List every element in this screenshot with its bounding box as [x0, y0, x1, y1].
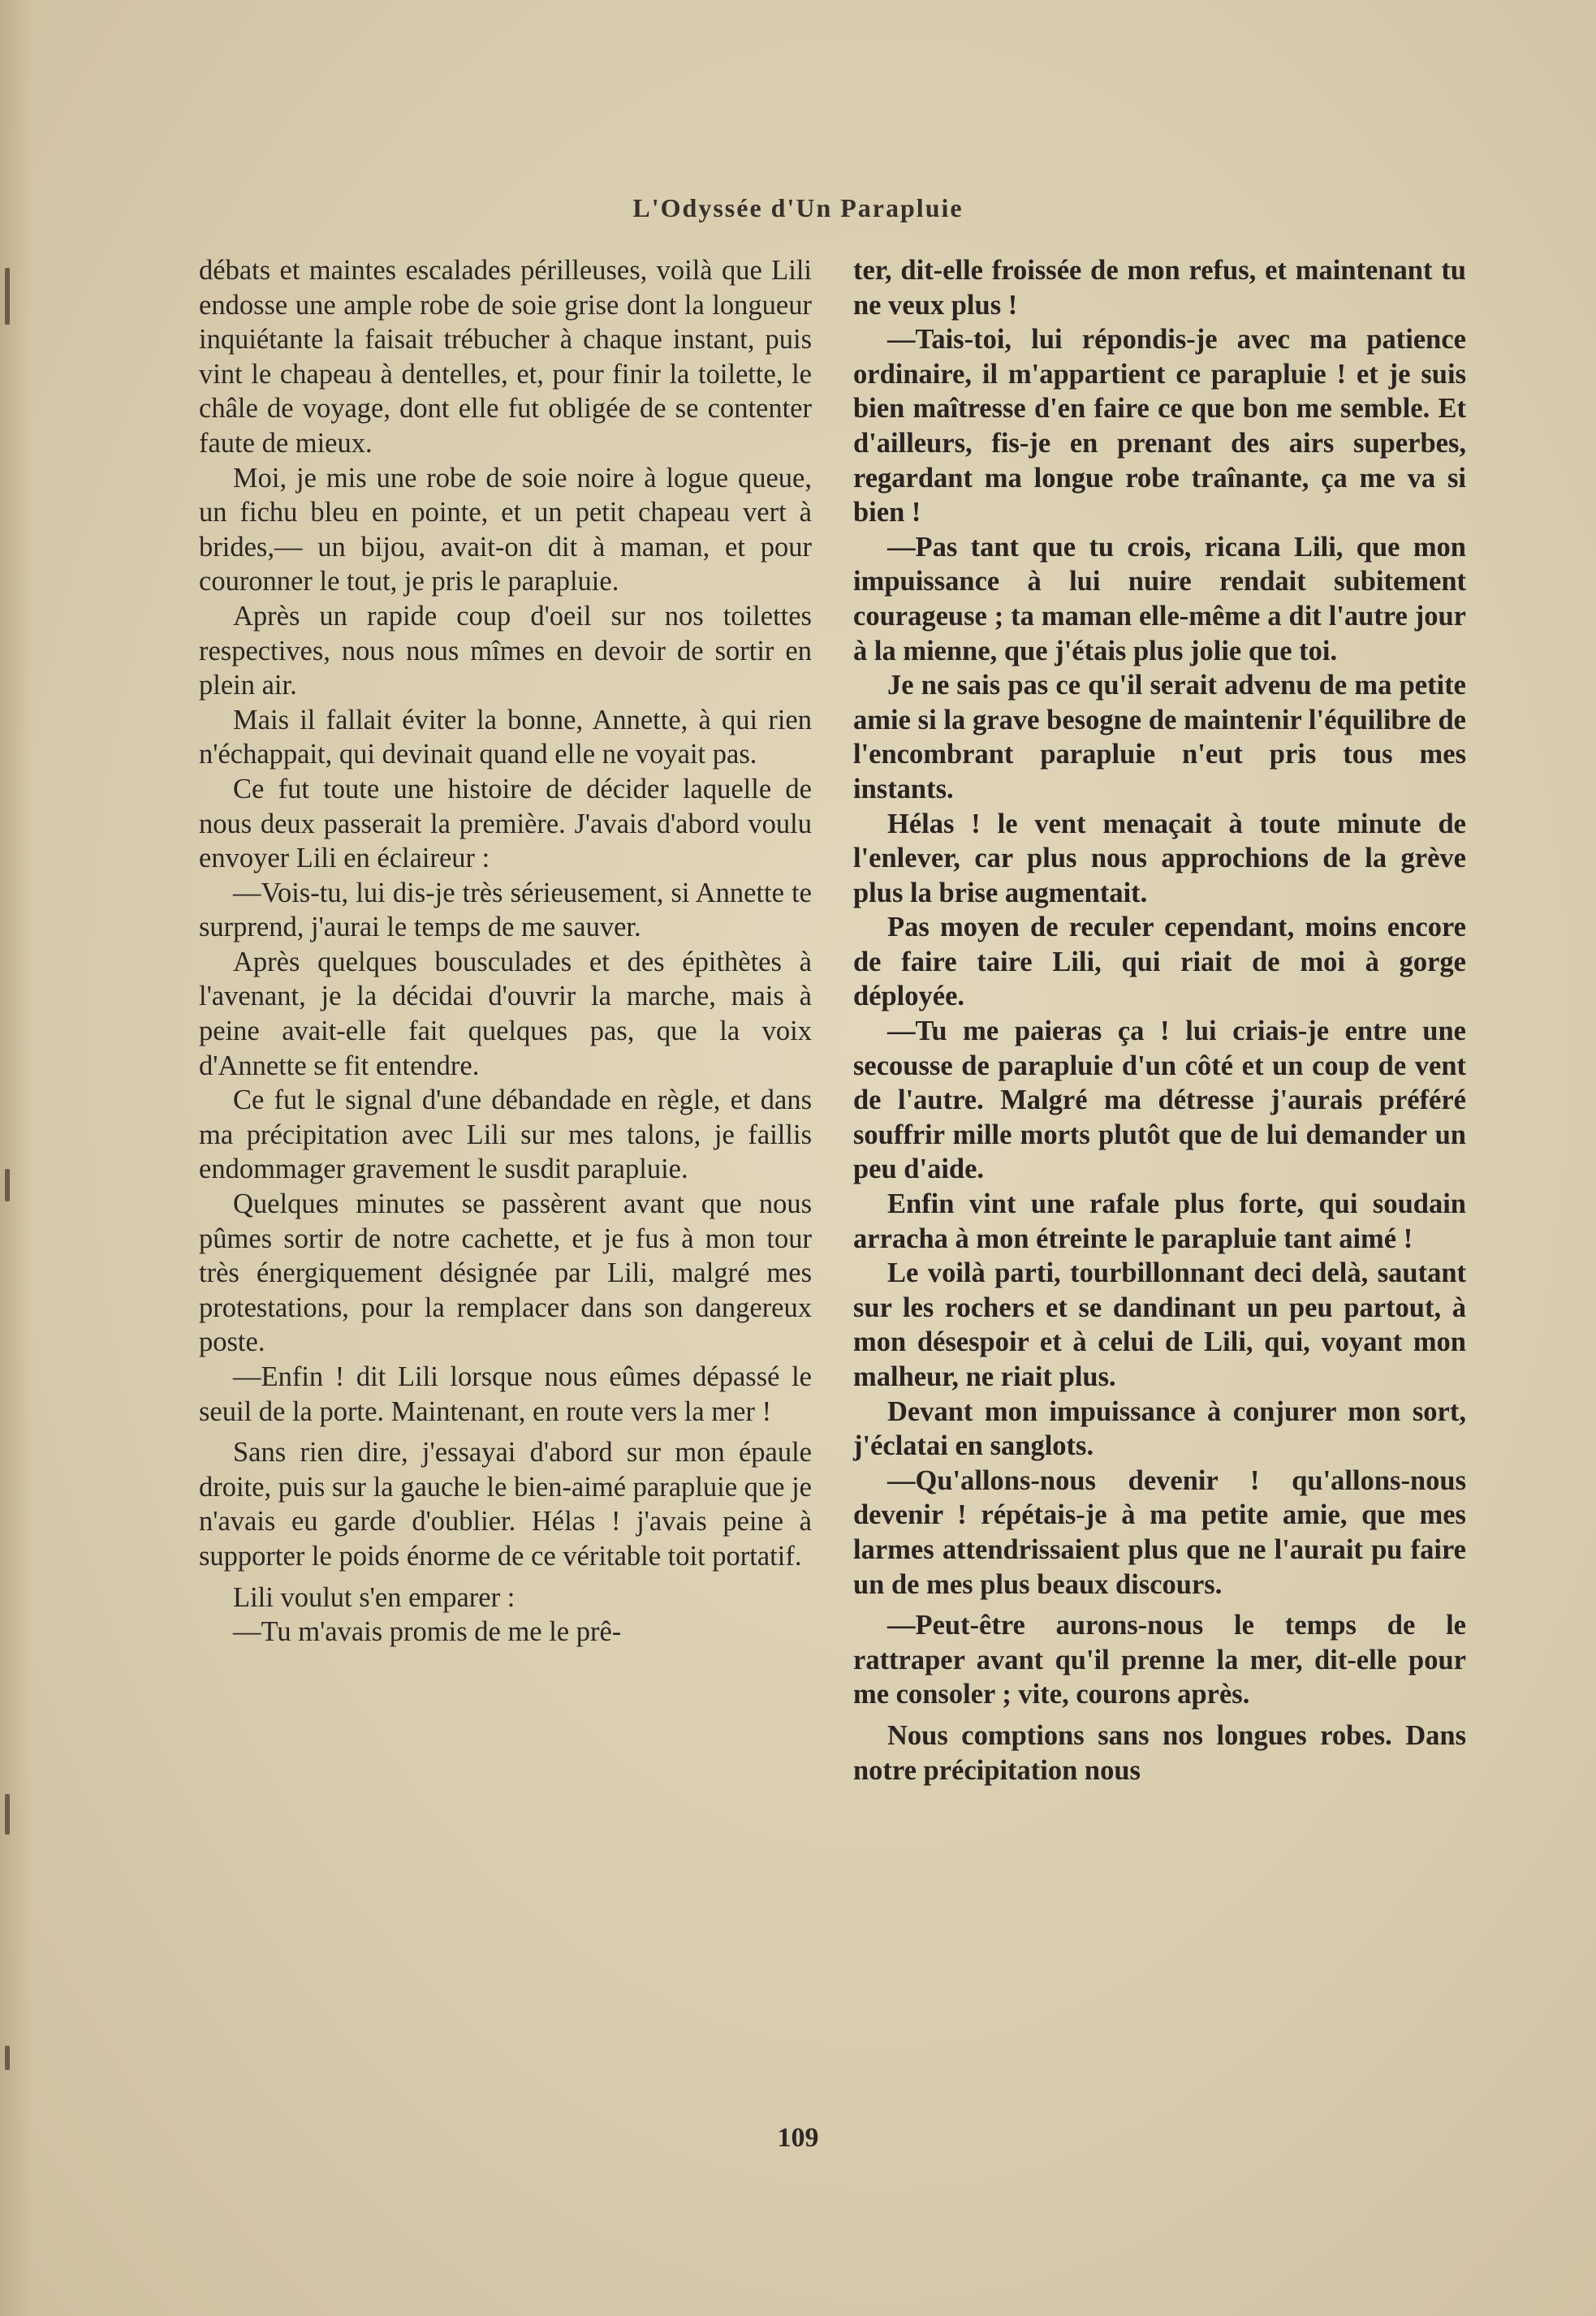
paragraph: Le voilà parti, tourbillonnant deci delà, sautant sur les rochers et se dandinant un peu partout, à mon désespoir et à celui de Lili, qui, voyant mon malheur, ne riait plus. [853, 1257, 1466, 1392]
paragraph: —Peut-être aurons-nous le temps de le rattraper avant qu'il prenne la mer, dit-elle pour me consoler ; vite, courons après. [853, 1610, 1466, 1710]
left-column [199, 253, 812, 1650]
paragraph: —Tu me paieras ça ! lui criais-je entre une secousse de parapluie d'un côté et un coup de vent de l'autre. Malgré ma détresse j'aurais préféré souffrir mille morts plutôt que de lui demander un peu d'aide. [853, 1016, 1466, 1185]
paragraph: Après un rapide coup d'oeil sur nos toilettes respectives, nous nous mîmes en devoir de sortir en plein air. [199, 600, 812, 701]
paragraph: —Tais-toi, lui répondis-je avec ma patience ordinaire, il m'appartient ce parapluie ! et je suis bien maîtresse d'en faire ce que bon me semble. Et d'ailleurs, fis-je en prenant des airs superbes, regardant ma longue robe traînante, ça me va si bien ! [853, 324, 1466, 528]
binding-mark [5, 2046, 10, 2070]
right-column [853, 253, 1466, 1788]
paragraph: débats et maintes escalades périlleuses, voilà que Lili endosse une ample robe de soie grise dont la longueur inquiétante la faisait trébucher à chaque instant, puis vint le chapeau à dentelles, et, pour finir la toilette, le châle de voyage, dont elle fut obligée de se contenter faute de mieux. [199, 255, 812, 459]
paragraph: Moi, je mis une robe de soie noire à logue queue, un fichu bleu en pointe, et un petit chapeau vert à brides,— un bijou, avait-on dit à maman, et pour couronner le tout, je pris le parapluie. [199, 462, 812, 597]
paragraph: Nous comptions sans nos longues robes. Dans notre précipitation nous [853, 1719, 1466, 1786]
paragraph: Je ne sais pas ce qu'il serait advenu de ma petite amie si la grave besogne de maintenir l'équilibre de l'encombrant parapluie n'eut pris tous mes instants. [853, 670, 1466, 804]
binding-mark [5, 1794, 10, 1835]
paragraph: Mais il fallait éviter la bonne, Annette, à qui rien n'échappait, qui devinait quand elle ne voyait pas. [199, 704, 812, 770]
paragraph: Ce fut toute une histoire de décider laquelle de nous deux passerait la première. J'avais d'abord voulu envoyer Lili en éclaireur : [199, 773, 812, 874]
paragraph: Pas moyen de reculer cependant, moins encore de faire taire Lili, qui riait de moi à gorge déployée. [853, 912, 1466, 1012]
paragraph: —Enfin ! dit Lili lorsque nous eûmes dépassé le seuil de la porte. Maintenant, en route vers la mer ! [199, 1361, 812, 1427]
page-number: 109 [777, 2123, 819, 2153]
paragraph: Devant mon impuissance à conjurer mon sort, j'éclatai en sanglots. [853, 1395, 1466, 1462]
running-title: L'Odyssée d'Un Parapluie [632, 193, 964, 222]
paragraph: Sans rien dire, j'essayai d'abord sur mon épaule droite, puis sur la gauche le bien-aimé parapluie que je n'avais eu garde d'oublier. Hélas ! j'avais peine à supporter le poids énorme de ce véritable toit portatif. [199, 1437, 812, 1572]
paragraph: Lili voulut s'en emparer : [233, 1581, 515, 1613]
paragraph: —Qu'allons-nous devenir ! qu'allons-nous devenir ! répétais-je à ma petite amie, que mes larmes attendrissaient plus que ne l'aurait pu faire un de mes plus beaux discours. [853, 1464, 1466, 1600]
paragraph: —Pas tant que tu crois, ricana Lili, que mon impuissance à lui nuire rendait subitement courageuse ; ta maman elle-même a dit l'autre jour à la mienne, que j'étais plus jolie que toi. [853, 531, 1466, 666]
paragraph: Après quelques bousculades et des épithètes à l'avenant, je la décidai d'ouvrir la marche, mais à peine avait-elle fait quelques pas, que la voix d'Annette se fit entendre. [199, 946, 812, 1081]
paragraph: Ce fut le signal d'une débandade en règle, et dans ma précipitation avec Lili sur mes talons, je faillis endommager gravement le susdit parapluie. [199, 1085, 812, 1185]
paragraph: ter, dit-elle froissée de mon refus, et maintenant tu ne veux plus ! [853, 255, 1466, 321]
paragraph: Hélas ! le vent menaçait à toute minute de l'enlever, car plus nous approchions de la grève plus la brise augmentait. [853, 808, 1466, 908]
paragraph: Enfin vint une rafale plus forte, qui soudain arracha à mon étreinte le parapluie tant aimé ! [853, 1188, 1466, 1254]
binding-mark [5, 1169, 10, 1201]
page-edge-shadow [0, 0, 32, 2316]
binding-mark [5, 268, 10, 325]
paragraph: —Vois-tu, lui dis-je très sérieusement, si Annette te surprend, j'aurai le temps de me sauver. [199, 877, 812, 943]
paragraph: Quelques minutes se passèrent avant que nous pûmes sortir de notre cachette, et je fus à mon tour très énergiquement désignée par Lili, malgré mes protestations, pour la remplacer dans son dangereux poste. [199, 1188, 812, 1358]
paragraph: —Tu m'avais promis de me le prê- [233, 1616, 622, 1648]
